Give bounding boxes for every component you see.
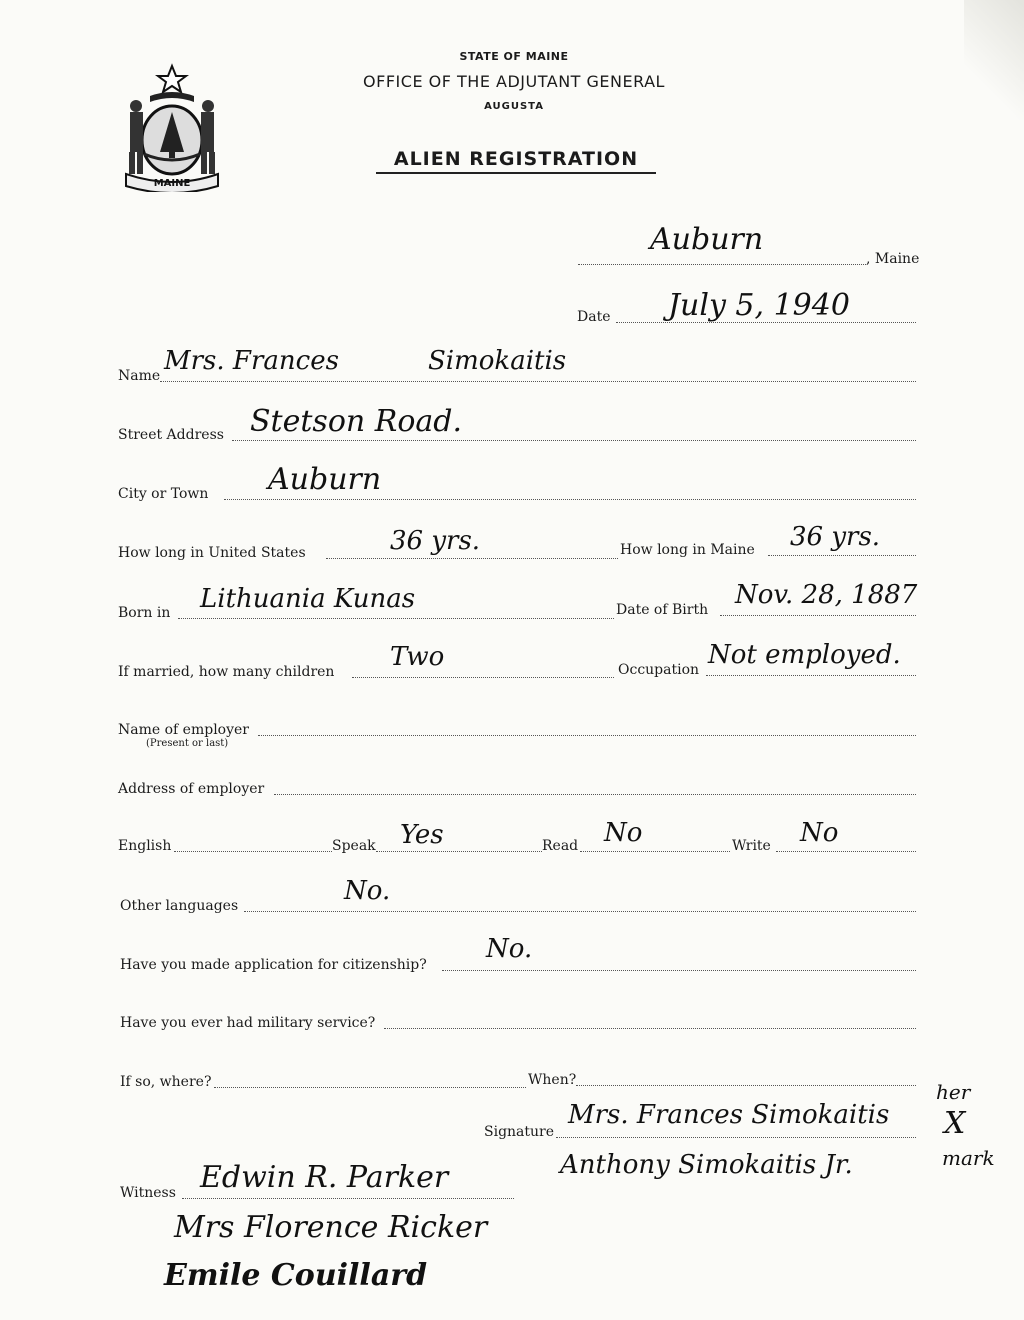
name-label: Name bbox=[118, 368, 161, 384]
children-line bbox=[352, 677, 614, 678]
city-heading: AUGUSTA bbox=[484, 101, 544, 112]
witness3-entry: Emile Couillard bbox=[164, 1258, 428, 1293]
how-long-maine-line bbox=[768, 555, 916, 556]
other-languages-line bbox=[244, 911, 916, 912]
street-line bbox=[232, 440, 916, 441]
read-label: Read bbox=[542, 838, 579, 854]
dob-line bbox=[720, 615, 916, 616]
name-last-entry: Simokaitis bbox=[428, 346, 567, 376]
where-line bbox=[214, 1087, 526, 1088]
employer-sublabel: (Present or last) bbox=[146, 738, 229, 749]
write-line bbox=[776, 851, 916, 852]
how-long-us-line bbox=[326, 558, 618, 559]
witness-label: Witness bbox=[120, 1185, 176, 1201]
mark-her-text: her bbox=[936, 1080, 971, 1104]
city-entry: Auburn bbox=[268, 462, 382, 497]
english-line bbox=[174, 851, 332, 852]
city-line bbox=[224, 499, 916, 500]
signature-line bbox=[556, 1137, 916, 1138]
seal-banner-text: MAINE bbox=[153, 178, 191, 189]
street-label: Street Address bbox=[118, 427, 224, 443]
date-entry: July 5, 1940 bbox=[668, 288, 850, 323]
witness-line bbox=[182, 1198, 514, 1199]
write-label: Write bbox=[732, 838, 771, 854]
occupation-line bbox=[706, 675, 916, 676]
military-line bbox=[384, 1028, 916, 1029]
place-entry: Auburn bbox=[650, 222, 764, 257]
children-label: If married, how many children bbox=[118, 664, 335, 680]
date-label: Date bbox=[577, 309, 611, 325]
how-long-maine-entry: 36 yrs. bbox=[790, 522, 881, 552]
born-in-label: Born in bbox=[118, 605, 171, 621]
page-title: ALIEN REGISTRATION bbox=[376, 148, 656, 174]
employer-line bbox=[258, 735, 916, 736]
place-line bbox=[578, 264, 866, 265]
military-label: Have you ever had military service? bbox=[120, 1015, 376, 1031]
maine-label: , Maine bbox=[866, 251, 920, 267]
citizenship-label: Have you made application for citizenship? bbox=[120, 957, 427, 973]
street-entry: Stetson Road. bbox=[250, 404, 463, 439]
witness1-entry: Edwin R. Parker bbox=[200, 1160, 449, 1195]
write-entry: No bbox=[800, 818, 839, 848]
when-line bbox=[576, 1085, 916, 1086]
dob-entry: Nov. 28, 1887 bbox=[735, 580, 918, 610]
witness2-entry: Mrs Florence Ricker bbox=[174, 1210, 488, 1245]
dob-label: Date of Birth bbox=[616, 602, 709, 618]
mark-x-text: X bbox=[944, 1106, 966, 1141]
when-label: When? bbox=[528, 1072, 577, 1088]
page-corner-shadow bbox=[964, 0, 1024, 120]
state-seal bbox=[120, 62, 224, 192]
name-first-entry: Mrs. Frances bbox=[164, 346, 339, 376]
employer-address-line bbox=[274, 794, 916, 795]
children-entry: Two bbox=[390, 642, 445, 672]
state-heading: STATE OF MAINE bbox=[459, 50, 569, 63]
signature2-entry: Anthony Simokaitis Jr. bbox=[560, 1150, 853, 1180]
born-in-entry: Lithuania Kunas bbox=[200, 584, 416, 614]
mark-word-text: mark bbox=[942, 1146, 995, 1170]
where-label: If so, where? bbox=[120, 1074, 212, 1090]
read-line bbox=[580, 851, 730, 852]
occupation-label: Occupation bbox=[618, 662, 700, 678]
speak-line bbox=[376, 851, 542, 852]
speak-entry: Yes bbox=[400, 820, 444, 850]
how-long-us-entry: 36 yrs. bbox=[390, 526, 481, 556]
name-line bbox=[160, 381, 916, 382]
born-in-line bbox=[178, 618, 614, 619]
employer-label: Name of employer bbox=[118, 722, 249, 738]
office-heading: OFFICE OF THE ADJUTANT GENERAL bbox=[363, 72, 665, 91]
other-languages-label: Other languages bbox=[120, 898, 239, 914]
read-entry: No bbox=[604, 818, 643, 848]
signature-entry: Mrs. Frances Simokaitis bbox=[568, 1100, 890, 1130]
citizenship-entry: No. bbox=[486, 934, 533, 964]
signature-label: Signature bbox=[484, 1124, 555, 1140]
how-long-maine-label: How long in Maine bbox=[620, 542, 755, 558]
speak-label: Speak bbox=[332, 838, 376, 854]
english-label: English bbox=[118, 838, 172, 854]
how-long-us-label: How long in United States bbox=[118, 545, 306, 561]
employer-address-label: Address of employer bbox=[118, 781, 265, 797]
other-languages-entry: No. bbox=[344, 876, 391, 906]
occupation-entry: Not employed. bbox=[708, 640, 901, 670]
citizenship-line bbox=[442, 970, 916, 971]
city-label: City or Town bbox=[118, 486, 209, 502]
